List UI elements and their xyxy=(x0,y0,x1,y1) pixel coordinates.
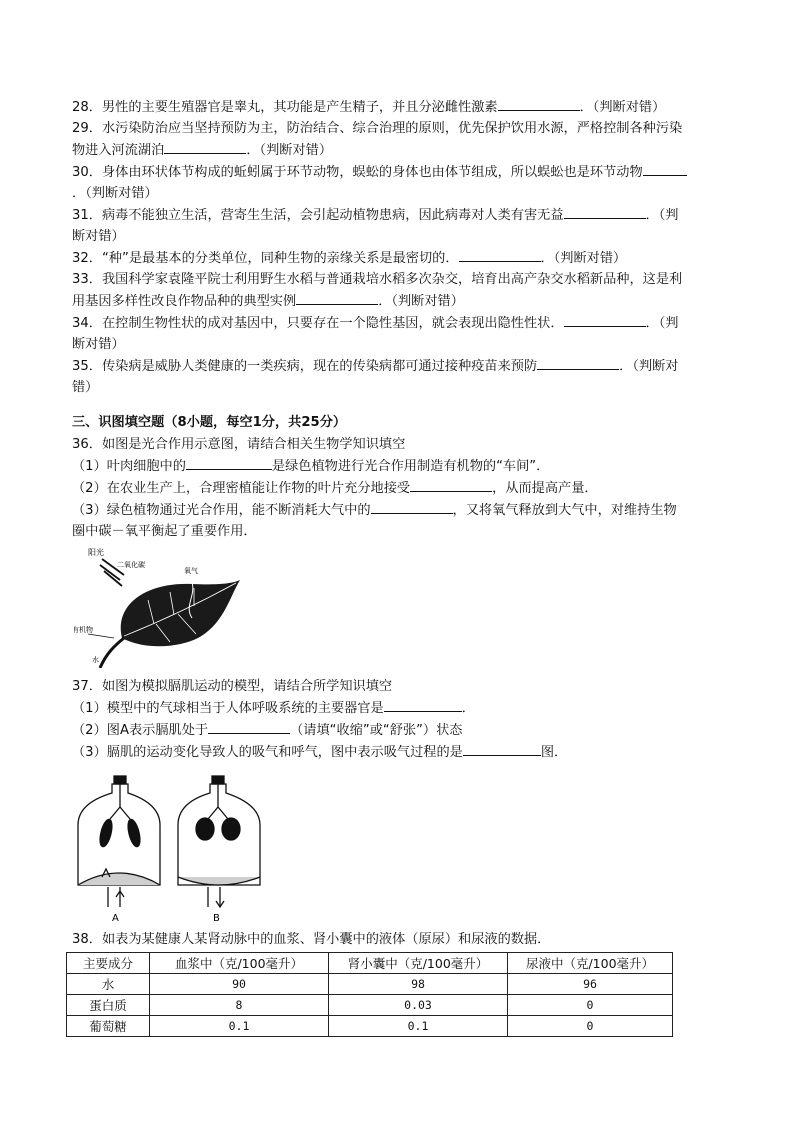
table-cell: 96 xyxy=(508,974,673,995)
column-header: 血浆中（克/100毫升） xyxy=(150,953,329,974)
answer-blank[interactable] xyxy=(564,204,646,219)
question-31 xyxy=(72,204,732,247)
oxygen-label: 氧气 xyxy=(184,567,198,575)
bottle-a xyxy=(78,776,160,907)
answer-blank[interactable] xyxy=(537,355,619,370)
question-35 xyxy=(72,355,732,398)
question-text: 断对错） xyxy=(72,229,125,244)
figure-a-label: A xyxy=(112,913,119,923)
question-36-stem: 36．如图是光合作用示意图，请结合相关生物学知识填空 xyxy=(72,437,406,452)
table-cell: 98 xyxy=(329,974,508,995)
question-32 xyxy=(72,247,732,269)
question-text: ．（判断对错） xyxy=(579,100,666,115)
question-text: ．（判 xyxy=(645,208,679,223)
question-36-part-3 xyxy=(72,499,732,542)
table-cell: 蛋白质 xyxy=(67,995,150,1016)
answer-blank[interactable] xyxy=(371,499,453,514)
sunlight-label: 阳光 xyxy=(88,548,104,557)
table-cell: 0.1 xyxy=(329,1016,508,1037)
question-text: ．（判断对错） xyxy=(540,251,627,266)
question-text: （1）模型中的气球相当于人体呼吸系统的主要器官是 xyxy=(72,701,384,716)
water-label: 水 xyxy=(92,656,99,664)
question-text: ．（判 xyxy=(645,316,679,331)
answer-blank[interactable] xyxy=(208,719,290,734)
question-30 xyxy=(72,161,732,204)
answer-blank[interactable] xyxy=(186,455,272,470)
column-header: 肾小囊中（克/100毫升） xyxy=(329,953,508,974)
question-text: ．（判断对 xyxy=(619,359,679,374)
answer-blank[interactable] xyxy=(463,741,541,756)
question-29 xyxy=(72,118,732,161)
question-text: 33．我国科学家袁隆平院士利用野生水稻与普通栽培水稻多次杂交，培育出高产杂交水稻新品种，这是利 xyxy=(72,272,683,287)
table-cell: 0.03 xyxy=(329,995,508,1016)
question-text: 是绿色植物进行光合作用制造有机物的“车间”． xyxy=(271,459,550,474)
answer-blank[interactable] xyxy=(296,290,378,305)
question-28 xyxy=(72,96,732,118)
bottle-b xyxy=(178,776,260,907)
question-text: 32．“种”是最基本的分类单位，同种生物的亲缘关系是最密切的． xyxy=(72,251,459,266)
question-text: （请填“收缩”或“舒张”）状态 xyxy=(290,723,463,738)
question-36-part-1 xyxy=(72,455,732,477)
question-text: 物进入河流湖泊 xyxy=(72,143,165,158)
question-text: 圈中碳－氧平衡起了重要作用． xyxy=(72,524,257,539)
table-cell: 8 xyxy=(150,995,329,1016)
table-cell: 0 xyxy=(508,1016,673,1037)
table-cell: 葡萄糖 xyxy=(67,1016,150,1037)
table-row xyxy=(67,995,673,1016)
question-text: 31．病毒不能独立生活，营寄生生活，会引起动植物患病，因此病毒对人类有害无益 xyxy=(72,208,564,223)
question-text: 29．水污染防治应当坚持预防为主，防治结合、综合治理的原则，优先保护饮用水源，严格控制各种污染 xyxy=(72,121,683,136)
column-header: 尿液中（克/100毫升） xyxy=(508,953,673,974)
question-text: 错） xyxy=(72,380,99,395)
question-text: ． xyxy=(461,701,475,716)
photosynthesis-leaf-figure xyxy=(74,546,240,668)
table-row xyxy=(67,974,673,995)
figure-b-label: B xyxy=(213,913,220,923)
table-header-row xyxy=(67,953,673,974)
table-cell: 0.1 xyxy=(150,1016,329,1037)
question-text: 28．男性的主要生殖器官是睾丸，其功能是产生精子，并且分泌雌性激素 xyxy=(72,100,498,115)
question-33 xyxy=(72,269,732,312)
answer-blank[interactable] xyxy=(410,477,492,492)
table-row xyxy=(67,1016,673,1037)
question-text: 用基因多样性改良作物品种的典型实例 xyxy=(72,294,297,309)
organic-matter-label: 有机物 xyxy=(74,626,93,634)
question-text: 断对错） xyxy=(72,337,125,352)
question-text: （1）叶肉细胞中的 xyxy=(72,459,186,474)
table-cell: 水 xyxy=(67,974,150,995)
answer-blank[interactable] xyxy=(643,161,687,176)
question-text: （2）图A表示膈肌处于 xyxy=(72,723,209,738)
carbon-dioxide-label: 二氧化碳 xyxy=(117,561,145,569)
question-text: 34．在控制生物性状的成对基因中，只要存在一个隐性基因，就会表现出隐性性状． xyxy=(72,316,564,331)
question-text: ．（判断对错） xyxy=(72,186,158,201)
table-cell: 0 xyxy=(508,995,673,1016)
answer-blank[interactable] xyxy=(564,312,646,327)
kidney-data-table xyxy=(66,952,673,1037)
answer-blank[interactable] xyxy=(164,139,246,154)
question-text: 图． xyxy=(540,745,568,760)
question-text: ．（判断对错） xyxy=(378,294,464,309)
answer-blank[interactable] xyxy=(498,96,580,111)
question-36-part-2 xyxy=(72,477,732,499)
question-text: 35．传染病是威胁人类健康的一类疾病，现在的传染病都可通过接种疫苗来预防 xyxy=(72,359,538,374)
question-38-stem: 38．如表为某健康人某肾动脉中的血浆、肾小囊中的液体（原尿）和尿液的数据． xyxy=(72,932,551,947)
question-34 xyxy=(72,312,732,355)
question-text: （3）绿色植物通过光合作用，能不断消耗大气中的 xyxy=(72,503,371,518)
question-37-part-3 xyxy=(72,741,732,763)
question-text: ．（判断对错） xyxy=(246,143,333,158)
answer-blank[interactable] xyxy=(459,247,541,262)
question-37-stem: 37．如图为模拟膈肌运动的模型，请结合所学知识填空 xyxy=(72,679,393,694)
question-text: 30．身体由环状体节构成的蚯蚓属于环节动物，蜈蚣的身体也由体节组成，所以蜈蚣也是环节动物 xyxy=(72,165,643,180)
question-37-part-2 xyxy=(72,719,732,741)
column-header: 主要成分 xyxy=(67,953,150,974)
question-text: ，从而提高产量． xyxy=(492,481,598,496)
question-text: ，又将氧气释放到大气中，对维持生物 xyxy=(452,503,677,518)
question-text: （2）在农业生产上，合理密植能让作物的叶片充分地接受 xyxy=(72,481,411,496)
question-37-part-1 xyxy=(72,697,732,719)
exam-page xyxy=(72,96,732,1037)
section-heading: 三、识图填空题（8小题，每空1分，共25分） xyxy=(72,415,347,430)
answer-blank[interactable] xyxy=(384,697,462,712)
diaphragm-model-figure xyxy=(72,773,272,923)
question-text: （3）膈肌的运动变化导致人的吸气和呼气，图中表示吸气过程的是 xyxy=(72,745,463,760)
table-cell: 90 xyxy=(150,974,329,995)
